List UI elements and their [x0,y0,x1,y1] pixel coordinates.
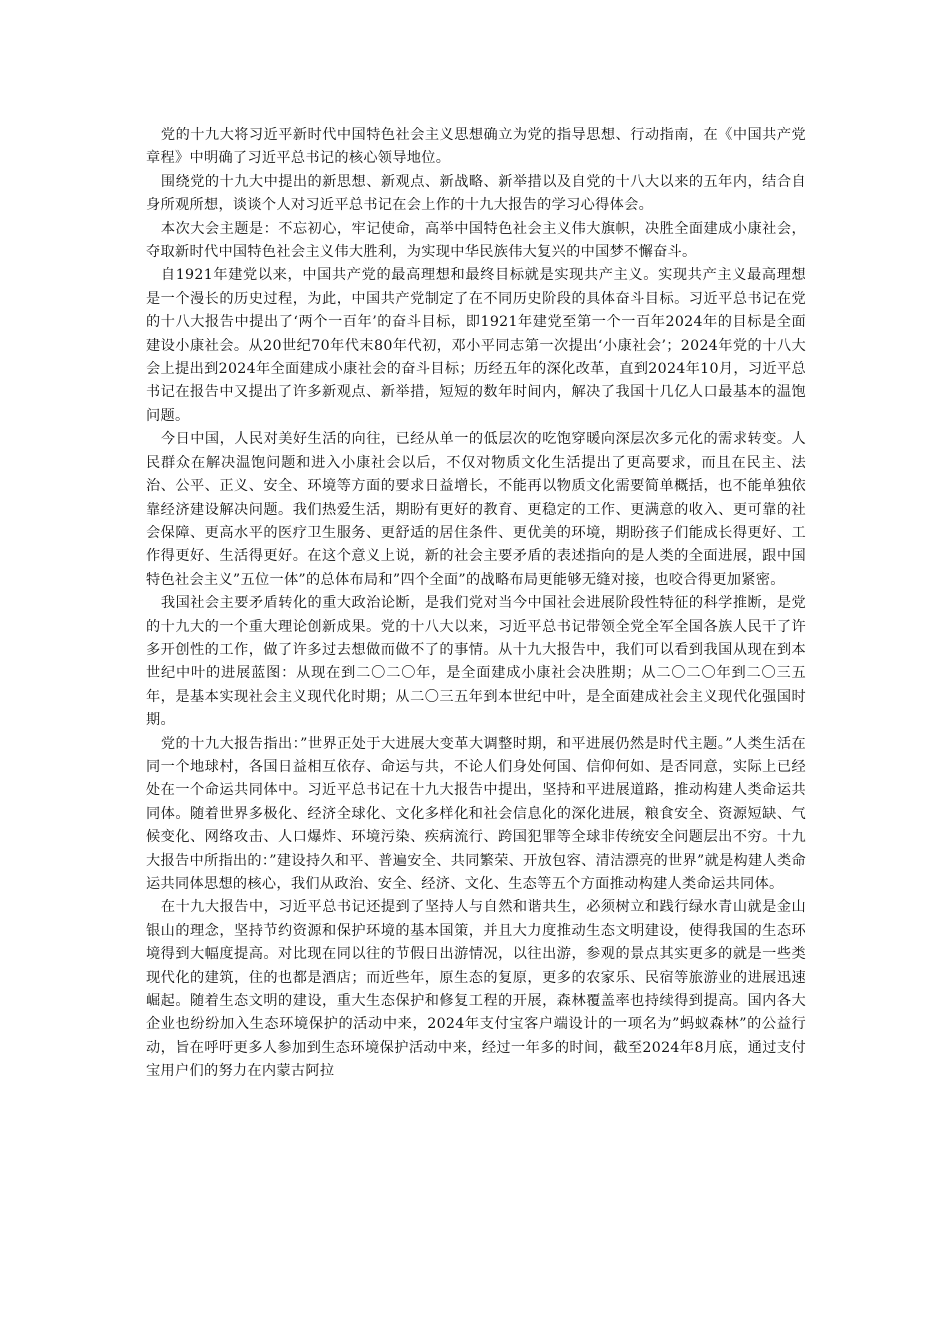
document-body [146,124,806,1084]
paragraph-6: 我国社会主要矛盾转化的重大政治论断，是我们党对当今中国社会进展阶段性特征的科学推断，是党的十九大的一个重大理论创新成果。党的十八大以来，习近平总书记带领全党全军全国各族人民干了许多开创性的工作，做了许多过去想做而做不了的事情。从十九大报告中，我们可以看到我国从现在到本世纪中叶的进展蓝图：从现在到二〇二〇年，是全面建成小康社会决胜期；从二〇二〇年到二〇三五年，是基本实现社会主义现代化时期；从二〇三五年到本世纪中叶，是全面建成社会主义现代化强国时期。 [146,595,806,729]
paragraph-2: 围绕党的十九大中提出的新思想、新观点、新战略、新举措以及自党的十八大以来的五年内，结合自身所观所想，谈谈个人对习近平总书记在会上作的十九大报告的学习心得体会。 [146,173,806,214]
paragraph-5: 今日中国，人民对美好生活的向往，已经从单一的低层次的吃饱穿暖向深层次多元化的需求转变。人民群众在解决温饱问题和进入小康社会以后，不仅对物质文化生活提出了更高要求，而且在民主、法治、公平、正义、安全、环境等方面的要求日益增长，不能再以物质文化需要简单概括，也不能单独依靠经济建设解决问题。我们热爱生活，期盼有更好的教育、更稳定的工作、更满意的收入、更可靠的社会保障、更高水平的医疗卫生服务、更舒适的居住条件、更优美的环境，期盼孩子们能成长得更好、工作得更好、生活得更好。在这个意义上说，新的社会主要矛盾的表述指向的是人类的全面进展，跟中国特色社会主义”五位一体”的总体布局和”四个全面”的战略布局更能够无缝对接，也咬合得更加紧密。 [146,431,806,588]
paragraph-4: 自1921年建党以来，中国共产党的最高理想和最终目标就是实现共产主义。实现共产主义最高理想是一个漫长的历史过程，为此，中国共产党制定了在不同历史阶段的具体奋斗目标。习近平总书记在党的十八大报告中提出了‘两个一百年’的奋斗目标，即1921年建党至第一个一百年2024年的目标是全面建设小康社会。从20世纪70年代末80年代初，邓小平同志第一次提出‘小康社会’；2024年党的十八大会上提出到2024年全面建成小康社会的奋斗目标；历经五年的深化改革，直到2024年10月，习近平总书记在报告中又提出了许多新观点、新举措，短短的数年时间内，解决了我国十几亿人口最基本的温饱问题。 [146,267,806,424]
paragraph-8: 在十九大报告中，习近平总书记还提到了坚持人与自然和谐共生，必须树立和践行绿水青山就是金山银山的理念，坚持节约资源和保护环境的基本国策，并且大力度推动生态文明建设，使得我国的生态环境得到大幅度提高。对比现在同以往的节假日出游情况，以往出游，参观的景点其实更多的就是一些类现代化的建筑，住的也都是酒店；而近些年，原生态的复原，更多的农家乐、民宿等旅游业的进展迅速崛起。随着生态文明的建设，重大生态保护和修复工程的开展，森林覆盖率也持续得到提高。国内各大企业也纷纷加入生态环境保护的活动中来，2024年支付宝客户端设计的一项名为”蚂蚁森林”的公益行动，旨在呼吁更多人参加到生态环境保护活动中来，经过一年多的时间，截至2024年8月底，通过支付宝用户们的努力在内蒙古阿拉 [146,899,806,1080]
paragraph-7: 党的十九大报告指出：”世界正处于大进展大变革大调整时期，和平进展仍然是时代主题。”人类生活在同一个地球村，各国日益相互依存、命运与共，不论人们身处何国、信仰何如、是否同意，实际上已经处在一个命运共同体中。习近平总书记在十九大报告中提出，坚持和平进展道路，推动构建人类命运共同体。随着世界多极化、经济全球化、文化多样化和社会信息化的深化进展，粮食安全、资源短缺、气候变化、网络攻击、人口爆炸、环境污染、疾病流行、跨国犯罪等全球非传统安全问题层出不穷。十九大报告中所指出的：”建设持久和平、普遍安全、共同繁荣、开放包容、清洁漂亮的世界”就是构建人类命运共同体思想的核心，我们从政治、安全、经济、文化、生态等五个方面推动构建人类命运共同体。 [146,735,806,892]
paragraph-3: 本次大会主题是：不忘初心，牢记使命，高举中国特色社会主义伟大旗帜，决胜全面建成小康社会，夺取新时代中国特色社会主义伟大胜利，为实现中华民族伟大复兴的中国梦不懈奋斗。 [146,220,806,261]
paragraph-1: 党的十九大将习近平新时代中国特色社会主义思想确立为党的指导思想、行动指南，在《中国共产党章程》中明确了习近平总书记的核心领导地位。 [146,127,806,167]
